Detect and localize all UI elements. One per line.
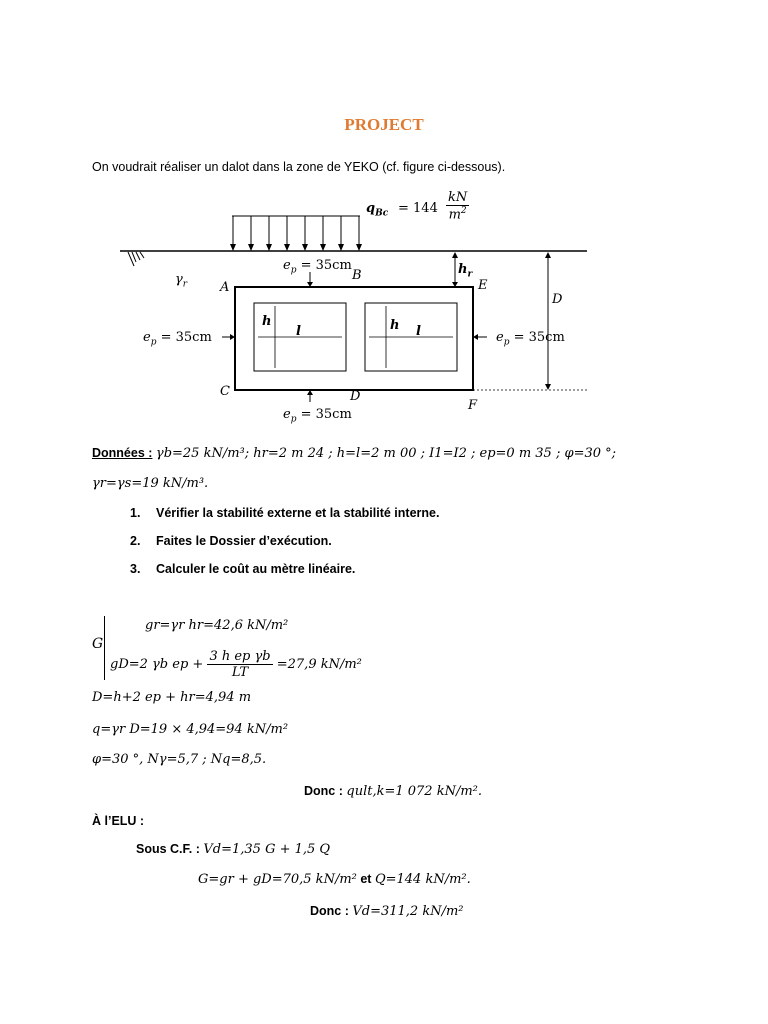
donnees-line2: γr=γs=19 kN/m³. (92, 476, 209, 491)
point-C: C (220, 384, 230, 399)
point-A: A (220, 280, 230, 295)
donc-1: Donc : qult,k=1 072 kN/m². (304, 784, 483, 799)
ep-left-label: $e_p = 35cm$ (143, 330, 212, 348)
point-B: B (352, 268, 362, 283)
ground-hatch (128, 252, 144, 266)
D-label: D (552, 292, 563, 307)
hr-label: $h_r$ (458, 262, 473, 280)
donc-2: Donc : Vd=311,2 kN/m² (310, 904, 464, 919)
h-left: h (262, 314, 272, 329)
elu-heading: À l’ELU : (92, 814, 145, 828)
l-right: l (416, 324, 421, 339)
point-E: E (478, 278, 488, 293)
donnees-line1: Données : γb=25 kN/m³; hr=2 m 24 ; h=l=2 m 00 ; I1=I2 ; ep=0 m 35 ; φ=30 °; (92, 446, 617, 461)
box-outer (235, 287, 473, 390)
dalot-figure (92, 186, 592, 430)
ep-top-label: $e_p = 35cm$ (283, 258, 352, 276)
D-eq: D=h+2 ep + hr=4,94 m (92, 690, 252, 705)
gamma-r-label: $\gamma_r$ (175, 272, 188, 290)
question-3: 3. Calculer le coût au mètre linéaire. (130, 562, 356, 576)
ep-right-label: $e_p = 35cm$ (496, 330, 565, 348)
page-title: PROJECT (344, 115, 424, 134)
load-unit: $\frac{kN}{m^2}$ (448, 190, 468, 223)
load-arrows (232, 216, 360, 248)
question-2: 2. Faites le Dossier d’exécution. (130, 534, 332, 548)
question-1: 1. Vérifier la stabilité externe et la stabilité interne. (130, 506, 440, 520)
gD-eq: gD=2 γb ep + $\frac{\text{3 h ep γb}}{LT}$ =27,9 kN/m² (110, 649, 362, 680)
gr-eq: gr=γr hr=42,6 kN/m² (145, 618, 289, 633)
point-D: D (350, 389, 361, 404)
point-F: F (468, 398, 478, 413)
ep-bottom-label: $e_p = 35cm$ (283, 407, 352, 425)
G-Q-eq: G=gr + gD=70,5 kN/m² et Q=144 kN/m². (198, 872, 471, 887)
brace-bar (104, 616, 105, 680)
intro-text: On voudrait réaliser un dalot dans la zone de YEKO (cf. figure ci-dessous). (92, 160, 506, 174)
sous-cf: Sous C.F. : Vd=1,35 G + 1,5 Q (136, 842, 331, 857)
l-left: l (296, 324, 301, 339)
q-eq: q=γr D=19 × 4,94=94 kN/m² (92, 722, 289, 737)
load-eq: = 144 (398, 201, 438, 216)
h-right: h (390, 318, 400, 333)
load-label: $q_{Bc}$ (366, 201, 389, 219)
phi-eq: φ=30 °, Nγ=5,7 ; Nq=8,5. (92, 752, 267, 767)
G-label: G (92, 636, 104, 652)
